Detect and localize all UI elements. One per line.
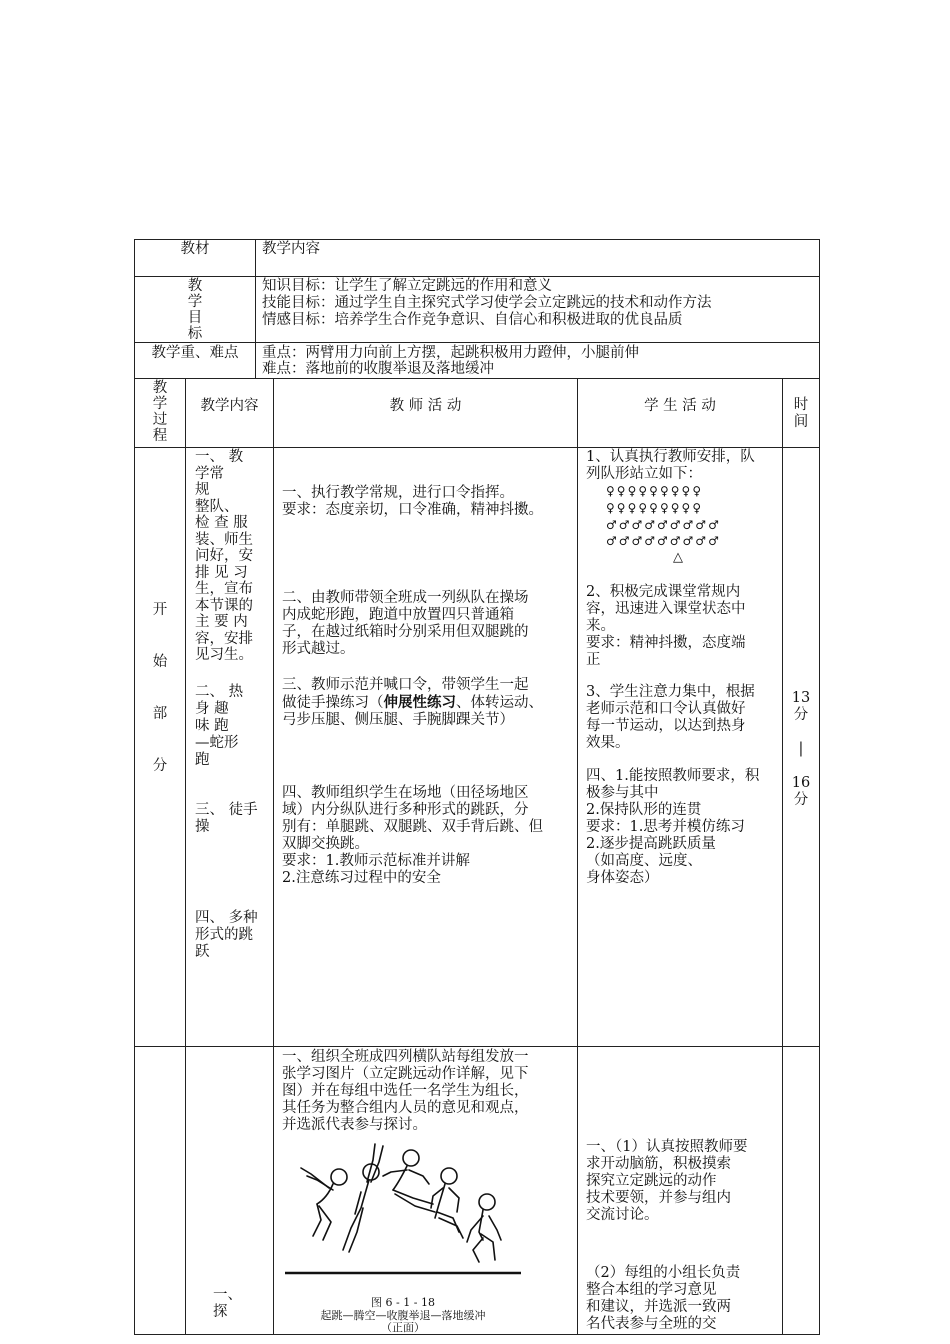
student-formation: 1、认真执行教师安排，队 列队形站立如下： — [586, 449, 755, 482]
col-divider — [255, 239, 256, 379]
goal-emotion: 情感目标：培养学生合作竞争意识、自信心和积极进取的优良品质 — [262, 312, 683, 328]
content-routine: 一、 教 学常 规 整队、 检 查 服 装、师生 问好，安 排 见 习 生，宣布 本节课的 主 要 内 容，安排 见习生。 — [195, 449, 253, 663]
row-divider — [134, 378, 820, 379]
formation-row-male-1: ♂♂♂♂♂♂♂♂♂ — [606, 518, 721, 532]
table-border-bottom — [134, 1334, 820, 1335]
teacher-exercise — [282, 677, 577, 729]
content-explore: 一、 探 — [213, 1287, 242, 1320]
content-jumps: 四、 多种 形式的跳 跃 — [195, 910, 258, 960]
teacher-exercise-line1: 三、教师示范并喊口令，带领学生一起 — [282, 677, 529, 693]
jumper-takeoff — [301, 1168, 347, 1240]
table-border-right — [819, 239, 820, 1335]
goal-knowledge: 知识目标：让学生了解立定跳远的作用和意义 — [262, 278, 552, 294]
label-goals: 教 学 目 标 — [187, 278, 203, 342]
teacher-jumps: 四、教师组织学生在场地（田径场地区 域）内分纵队进行多种形式的跳跃，分 别有：单腿跳、双腿跳、双手背后跳、但 双脚交换跳。 要求：1.教师示范标准并讲解 2.注意练习过程中的安全 — [282, 785, 543, 886]
figure-caption-stages: 起跳—腾空—收腹举退—落地缓冲 — [320, 1309, 486, 1322]
goal-skill: 技能目标：通过学生自主探究式学习使学会立定跳远的技术和动作方法 — [262, 295, 712, 311]
teacher-snake-run: 二、由教师带领全班成一列纵队在操场 内成蛇形跑，跑道中放置四只普通箱 子，在越过纸箱时分别采用但双腿跳的 形式越过。 — [282, 590, 529, 657]
col-divider — [782, 1046, 783, 1335]
phase-start: 开 始 部 分 — [152, 602, 168, 774]
figure-caption-number: 图 6 - 1 - 18 — [371, 1296, 435, 1309]
row-divider — [134, 342, 820, 343]
row-divider — [134, 447, 820, 448]
label-material: 教材 — [180, 241, 210, 257]
col-divider — [185, 378, 186, 1335]
teacher-exercise-line3: 弓步压腿、侧压腿、手腕脚踝关节） — [282, 712, 514, 728]
col-student: 学 生 活 动 — [644, 398, 716, 414]
label-key-difficulty: 教学重、难点 — [151, 345, 239, 361]
stretch-exercise-bold: 伸展性练习 — [383, 694, 456, 711]
teacher-position-triangle: △ — [673, 550, 683, 565]
difficulty: 难点：落地前的收腹举退及落地缓冲 — [262, 361, 494, 377]
student-explore-1: 一、（1）认真按照教师要 求开动脑筋，积极摸索 探究立定跳远的动作 技术要领，并参与组内 交流讨论。 — [586, 1139, 748, 1223]
student-jumps: 四、1.能按照教师要求，积 极参与其中 2.保持队形的连贯 要求：1.思考并模仿练习 2.逐步提高跳跃质量 （如高度、远度、 身体姿态） — [586, 768, 760, 886]
teacher-exercise-line2: 做徒手操练习（伸展性练习、体转运动、 — [282, 694, 543, 711]
teacher-groups: 一、组织全班成四列横队站每组发放一 张学习图片（立定跳远动作详解，见下 图）并在每组中选任一名学生为组长， 其任务为整合组内人员的意见和观点， 并选派代表参与探讨。 — [282, 1049, 529, 1133]
content-warmup-run: 二、 热 身 趣 味 跑 —蛇形 跑 — [195, 684, 244, 768]
table-border-top — [134, 239, 820, 240]
key-point: 重点：两臂用力向前上方摆，起跳积极用力蹬伸，小腿前伸 — [262, 345, 639, 361]
student-warmup: 3、学生注意力集中，根据 老师示范和口令认真做好 每一节运动，以达到热身 效果。 — [586, 684, 755, 751]
standing-long-jump-figure — [283, 1132, 523, 1278]
formation-row-male-2: ♂♂♂♂♂♂♂♂♂ — [606, 534, 721, 548]
jumper-landing — [467, 1194, 501, 1262]
row-divider — [134, 276, 820, 277]
content-freehand: 三、 徒手 操 — [195, 802, 258, 835]
time-start: 13 分 | 16 分 — [791, 690, 811, 808]
col-process: 教 学 过 程 — [152, 380, 168, 444]
student-explore-2: （2）每组的小组长负责 整合本组的学习意见 和建议，并选派一致两 名代表参与全班的交 — [586, 1265, 741, 1332]
label-content: 教学内容 — [262, 241, 320, 257]
jumper-launch — [343, 1144, 383, 1252]
formation-row-female-1: ♀♀♀♀♀♀♀♀♀ — [606, 484, 704, 498]
col-content: 教学内容 — [200, 398, 259, 414]
teacher-routine: 一、执行教学常规，进行口令指挥。 要求：态度亲切，口令准确，精神抖擞。 — [282, 485, 543, 518]
col-divider — [577, 378, 578, 1335]
jumper-tuck — [431, 1168, 463, 1238]
col-teacher: 教 师 活 动 — [389, 398, 462, 414]
jumper-flight — [383, 1150, 435, 1212]
row-divider — [134, 1046, 820, 1047]
col-time: 时 间 — [793, 397, 809, 430]
figure-caption-view: （正面） — [381, 1321, 425, 1334]
formation-row-female-2: ♀♀♀♀♀♀♀♀♀ — [606, 501, 704, 515]
student-routine: 2、积极完成课堂常规内 容，迅速进入课堂状态中 来。 要求：精神抖擞，态度端 正 — [586, 584, 746, 668]
